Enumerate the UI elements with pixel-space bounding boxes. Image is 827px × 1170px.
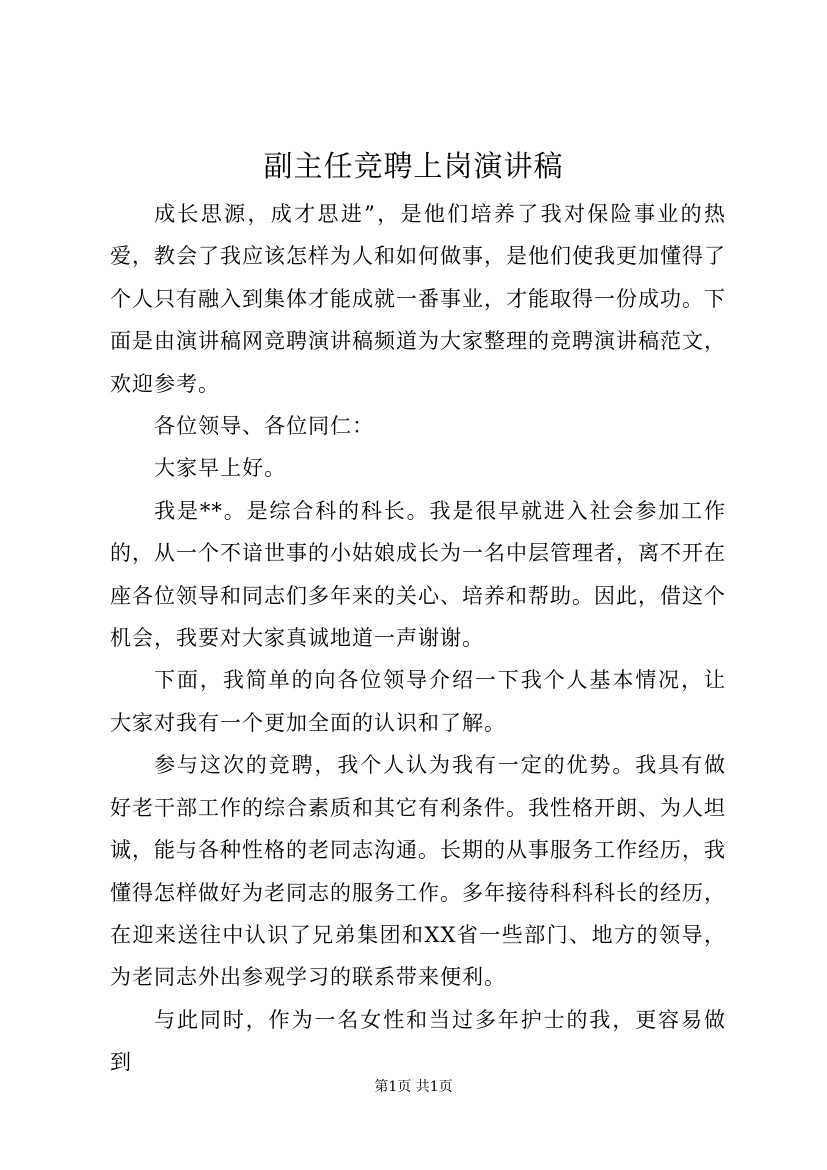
paragraph-greeting: 大家早上好。 bbox=[154, 456, 287, 481]
document-body bbox=[110, 193, 726, 1084]
document-title: 副主任竞聘上岗演讲稿 bbox=[263, 149, 564, 183]
paragraph-continuation: 与此同时，作为一名女性和当过多年护士的我，更容易做到 bbox=[110, 1007, 726, 1075]
paragraph-advantages: 参与这次的竞聘，我个人认为我有一定的优势。我具有做好老干部工作的综合素质和其它有利条件。我性格开朗、为人坦诚，能与各种性格的老同志沟通。长期的从事服务工作经历，我懂得怎样做好为老同志的服务工作。多年接待科科科长的经历，在迎来送往中认识了兄弟集团和XX省一些部门、地方的领导，为老同志外出参观学习的联系带来便利。 bbox=[110, 753, 726, 990]
page-footer: 第1页 共1页 bbox=[374, 1079, 453, 1095]
paragraph-self-introduction: 我是**。是综合科的科长。我是很早就进入社会参加工作的，从一个不谙世事的小姑娘成长为一名中层管理者，离不开在座各位领导和同志们多年来的关心、培养和帮助。因此，借这个机会，我要对大家真诚地道一声谢谢。 bbox=[110, 498, 726, 651]
paragraph-overview: 下面，我简单的向各位领导介绍一下我个人基本情况，让大家对我有一个更加全面的认识和了解。 bbox=[110, 668, 726, 735]
paragraph-salutation: 各位领导、各位同仁： bbox=[154, 414, 375, 439]
paragraph-intro: 成长思源，成才思进”，是他们培养了我对保险事业的热爱，教会了我应该怎样为人和如何做事，是他们使我更加懂得了个人只有融入到集体才能成就一番事业，才能取得一份成功。下面是由演讲稿网竞聘演讲稿频道为大家整理的竞聘演讲稿范文，欢迎参考。 bbox=[110, 202, 726, 396]
